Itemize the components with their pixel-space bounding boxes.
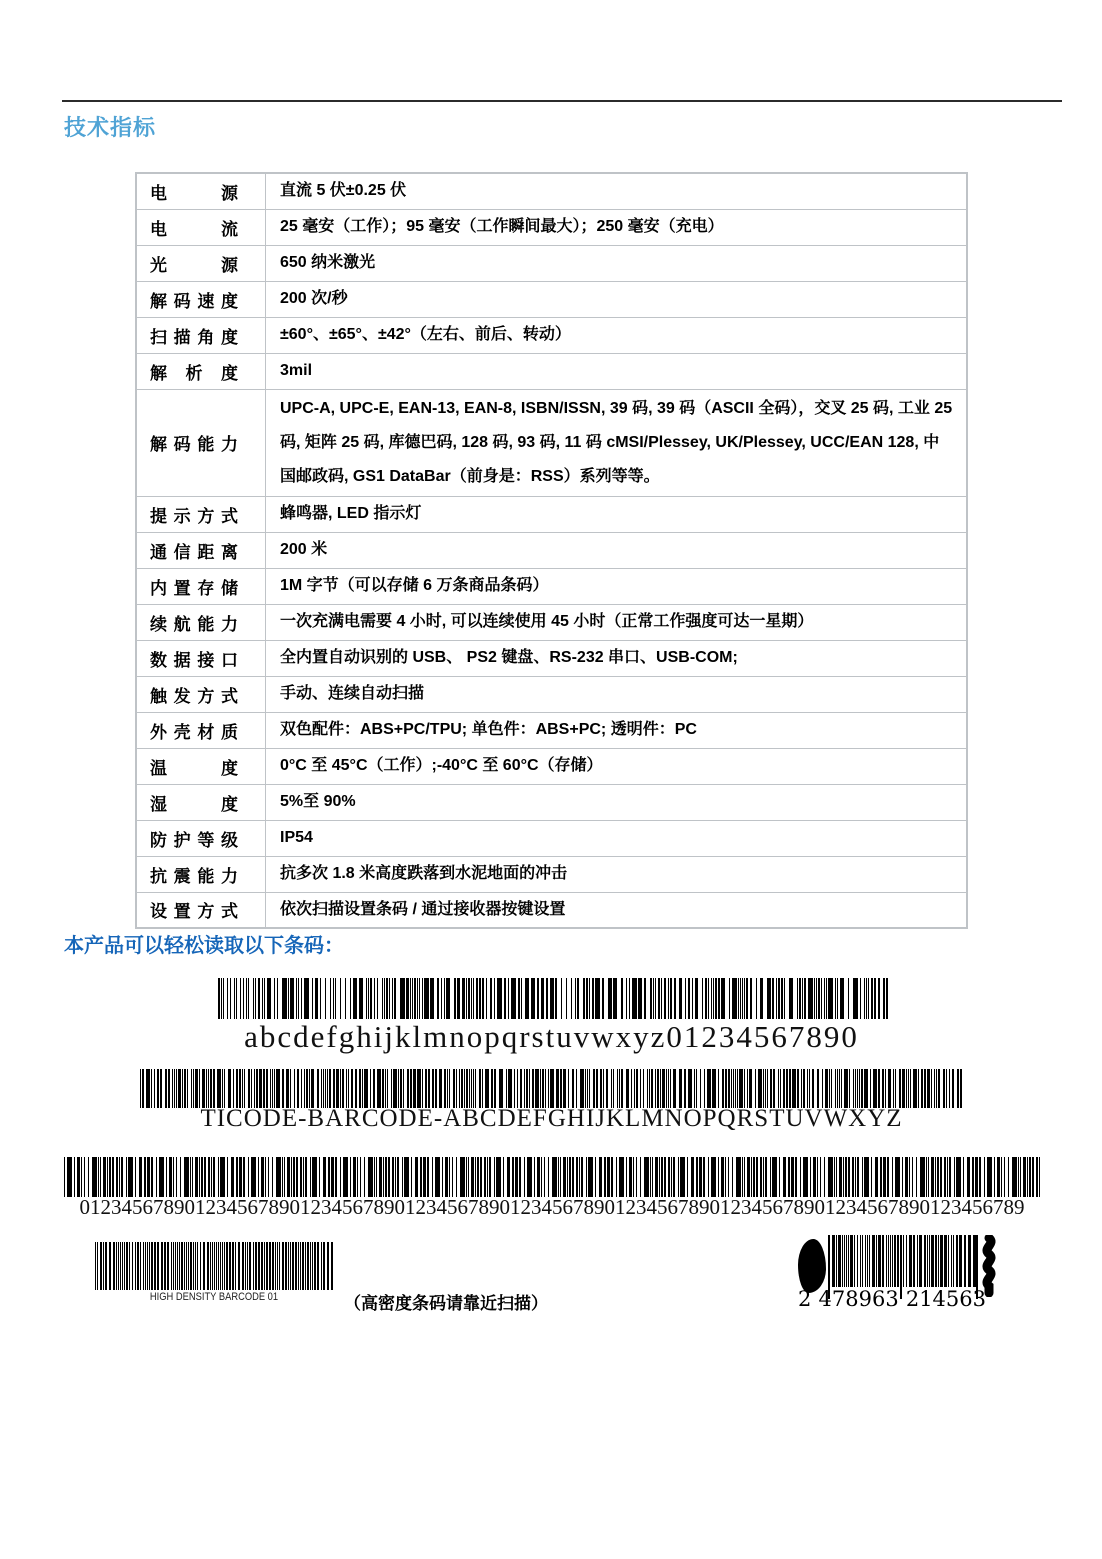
barcode-ticode-text: TICODE-BARCODE-ABCDEFGHIJKLMNOPQRSTUVWXYZ: [200, 1105, 903, 1132]
table-row: [136, 245, 967, 281]
spec-label: 电 源: [136, 173, 266, 209]
spec-label: 湿 度: [136, 784, 266, 820]
spec-value: 抗多次 1.8 米高度跌落到水泥地面的冲击: [266, 856, 968, 892]
spec-value: 一次充满电需要 4 小时, 可以连续使用 45 小时（正常工作强度可达一星期）: [266, 604, 968, 640]
table-row: [136, 389, 967, 496]
spec-label: 电 流: [136, 209, 266, 245]
table-row: [136, 748, 967, 784]
spec-label: 内置存储: [136, 568, 266, 604]
ean-group-1: 478963: [818, 1287, 899, 1311]
table-row: [136, 317, 967, 353]
spec-value: ±60°、±65°、±42°（左右、前后、转动）: [266, 317, 968, 353]
ean-barcode: [796, 1233, 1002, 1317]
table-row: [136, 712, 967, 748]
spec-value: 直流 5 伏±0.25 伏: [266, 173, 968, 209]
spec-value: 200 次/秒: [266, 281, 968, 317]
table-row: [136, 568, 967, 604]
spec-label: 抗震能力: [136, 856, 266, 892]
spec-label: 解码能力: [136, 389, 266, 496]
spec-label: 设置方式: [136, 892, 266, 928]
spec-label: 解码速度: [136, 281, 266, 317]
page-title: 技术指标: [64, 115, 157, 140]
barcode-lowercase-bars: [218, 978, 888, 1019]
spec-value: 1M 字节（可以存储 6 万条商品条码）: [266, 568, 968, 604]
spec-label: 光 源: [136, 245, 266, 281]
table-row: [136, 604, 967, 640]
spec-label: 外壳材质: [136, 712, 266, 748]
table-row: [136, 892, 967, 928]
spec-value: 5%至 90%: [266, 784, 968, 820]
top-divider: [62, 100, 1062, 102]
ean-digits: [798, 1287, 986, 1311]
spec-value: 0°C 至 45°C（工作）;-40°C 至 60°C（存储）: [266, 748, 968, 784]
spec-table: [135, 172, 968, 929]
spec-label: 解 析 度: [136, 353, 266, 389]
barcode-high-density-label: HIGH DENSITY BARCODE 01: [149, 1291, 279, 1303]
spec-label: 温 度: [136, 748, 266, 784]
spec-label: 扫描角度: [136, 317, 266, 353]
spec-value: UPC-A, UPC-E, EAN-13, EAN-8, ISBN/ISSN, 39 码, 39 码（ASCII 全码），交叉 25 码, 工业 25 码, 矩阵 25 码, 库德巴码, 128 码, 93 码, 11 码 cMSI/Plessey, UK/Plessey, UCC/EAN 128, 中国邮政码, GS1 DataBar（前身是：RSS）系列等等。: [266, 389, 968, 496]
spec-value: 3mil: [266, 353, 968, 389]
table-row: [136, 496, 967, 532]
spec-value: IP54: [266, 820, 968, 856]
spec-value: 依次扫描设置条码 / 通过接收器按键设置: [266, 892, 968, 928]
table-row: [136, 856, 967, 892]
ean-group-2: 214563: [905, 1287, 986, 1311]
barcode-high-density-bars: [95, 1242, 333, 1290]
spec-value: 双色配件：ABS+PC/TPU; 单色件：ABS+PC; 透明件：PC: [266, 712, 968, 748]
section-heading: 本产品可以轻松读取以下条码：: [64, 935, 344, 957]
barcode-digits-bars: [64, 1157, 1040, 1197]
spec-table-body: [136, 173, 967, 928]
spec-label: 通信距离: [136, 532, 266, 568]
spec-value: 25 毫安（工作）；95 毫安（工作瞬间最大）；250 毫安（充电）: [266, 209, 968, 245]
spec-value: 蜂鸣器, LED 指示灯: [266, 496, 968, 532]
table-row: [136, 676, 967, 712]
table-row: [136, 784, 967, 820]
spec-label: 数据接口: [136, 640, 266, 676]
ean-digit-system: 2: [798, 1287, 812, 1311]
barcode-digits-text: 012345678901234567890123456789012345678901234567890123456789012345678901234567890123456789: [79, 1195, 1025, 1219]
table-row: [136, 820, 967, 856]
spec-value: 200 米: [266, 532, 968, 568]
table-row: [136, 209, 967, 245]
spec-label: 提示方式: [136, 496, 266, 532]
spec-value: 650 纳米激光: [266, 245, 968, 281]
table-row: [136, 640, 967, 676]
proximity-note: （高密度条码请靠近扫描）: [344, 1294, 548, 1313]
table-row: [136, 532, 967, 568]
spec-label: 续航能力: [136, 604, 266, 640]
barcode-ticode-bars: [140, 1069, 962, 1108]
spec-label: 触发方式: [136, 676, 266, 712]
spec-value: 手动、连续自动扫描: [266, 676, 968, 712]
ean-left-blob-decoration: [798, 1239, 826, 1293]
table-row: [136, 281, 967, 317]
spec-value: 全内置自动识别的 USB、 PS2 键盘、RS-232 串口、USB-COM;: [266, 640, 968, 676]
spec-label: 防护等级: [136, 820, 266, 856]
ean-bars: [828, 1235, 978, 1287]
table-row: [136, 173, 967, 209]
table-row: [136, 353, 967, 389]
barcode-lowercase-text: abcdefghijklmnopqrstuvwxyz01234567890: [244, 1019, 859, 1054]
